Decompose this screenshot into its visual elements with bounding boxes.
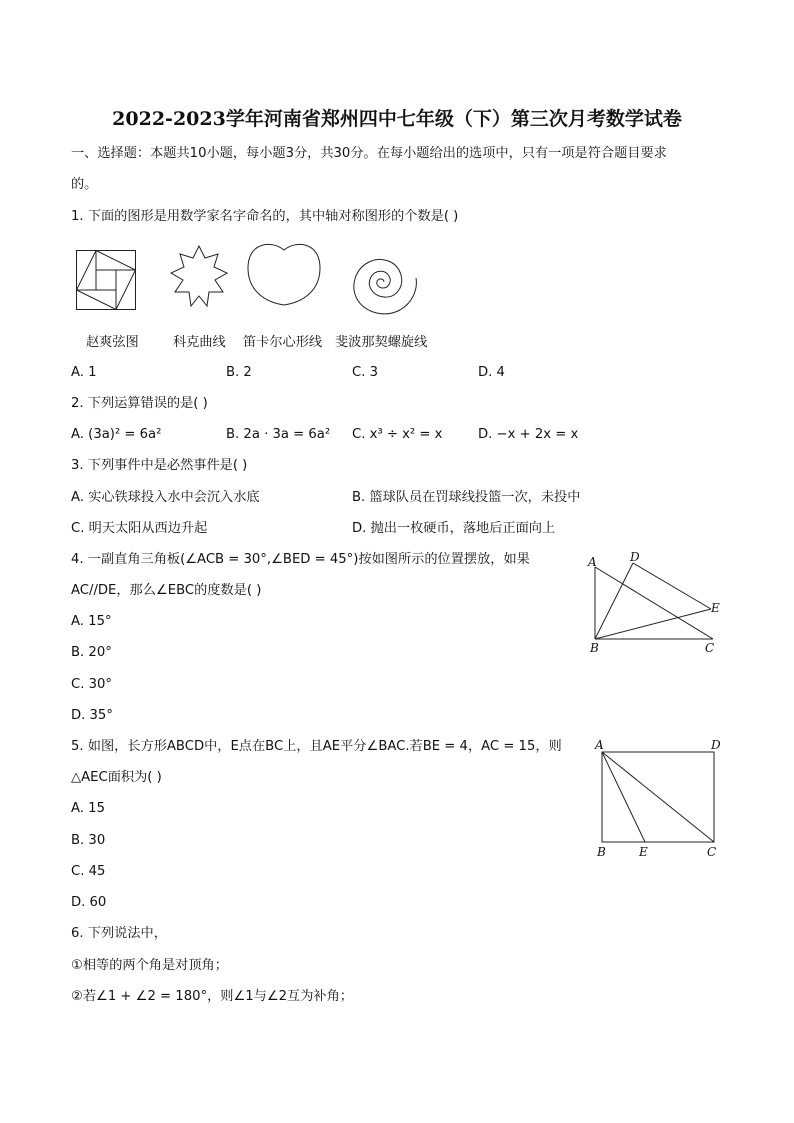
section-header-line2: 的。 xyxy=(71,177,98,192)
q1-option-d: D. 4 xyxy=(478,365,505,380)
q1-caption-fibonacci: 斐波那契螺旋线 xyxy=(335,335,428,350)
q1-stem: 1. 下面的图形是用数学家名字命名的，其中轴对称图形的个数是( ) xyxy=(71,209,459,224)
q5-label-e: E xyxy=(639,845,648,859)
q4-label-e: E xyxy=(711,601,720,615)
q5-label-a: A xyxy=(595,738,604,752)
cardioid-figure xyxy=(244,238,324,310)
q2-option-d: D. −x + 2x = x xyxy=(478,427,579,442)
q5-option-d: D. 60 xyxy=(71,895,107,910)
q2-stem: 2. 下列运算错误的是( ) xyxy=(71,396,208,411)
q5-label-d: D xyxy=(711,738,721,752)
q5-stem-line1: 5. 如图，长方形ABCD中，E点在BC上，且AE平分∠BAC.若BE = 4，AC = 15，则 xyxy=(71,739,562,754)
q4-label-d: D xyxy=(630,550,640,564)
q5-option-b: B. 30 xyxy=(71,833,106,848)
q2-option-b: B. 2a · 3a = 6a² xyxy=(226,427,331,442)
fibonacci-spiral-figure xyxy=(342,242,422,322)
q1-caption-koch: 科克曲线 xyxy=(173,335,226,350)
q6-item-2: ②若∠1 + ∠2 = 180°，则∠1与∠2互为补角； xyxy=(71,989,353,1004)
q5-option-a: A. 15 xyxy=(71,801,105,816)
q5-rectangle-figure xyxy=(593,739,733,859)
q1-caption-zhao-shuang: 赵爽弦图 xyxy=(86,335,139,350)
q4-option-a: A. 15° xyxy=(71,614,112,629)
q4-label-a: A xyxy=(588,555,597,569)
q5-label-b: B xyxy=(597,845,606,859)
q3-option-d: D. 抛出一枚硬币，落地后正面向上 xyxy=(352,521,556,536)
q4-option-c: C. 30° xyxy=(71,677,112,692)
q1-option-c: C. 3 xyxy=(352,365,378,380)
q4-stem-line1: 4. 一副直角三角板(∠ACB = 30°,∠BED = 45°)按如图所示的位置摆放，如果 xyxy=(71,552,530,567)
q6-stem: 6. 下列说法中， xyxy=(71,926,167,941)
q1-option-a: A. 1 xyxy=(71,365,97,380)
q4-stem-line2: AC//DE，那么∠EBC的度数是( ) xyxy=(71,583,262,598)
q3-option-b: B. 篮球队员在罚球线投篮一次，未投中 xyxy=(352,490,581,505)
q4-option-b: B. 20° xyxy=(71,645,112,660)
q3-option-c: C. 明天太阳从西边升起 xyxy=(71,521,208,536)
q5-label-c: C xyxy=(707,845,717,859)
q3-option-a: A. 实心铁球投入水中会沉入水底 xyxy=(71,490,260,505)
page-title: 2022-2023学年河南省郑州四中七年级（下）第三次月考数学试卷 xyxy=(112,108,682,130)
q4-label-c: C xyxy=(705,641,715,655)
q1-option-b: B. 2 xyxy=(226,365,252,380)
q4-option-d: D. 35° xyxy=(71,708,113,723)
q4-label-b: B xyxy=(590,641,599,655)
q3-stem: 3. 下列事件中是必然事件是( ) xyxy=(71,458,248,473)
q6-item-1: ①相等的两个角是对顶角； xyxy=(71,958,228,973)
q2-option-c: C. x³ ÷ x² = x xyxy=(352,427,443,442)
q1-caption-cardioid: 笛卡尔心形线 xyxy=(243,335,323,350)
q5-stem-line2: △AEC面积为( ) xyxy=(71,770,162,785)
zhao-shuang-diagram-figure xyxy=(76,250,136,310)
koch-curve-figure xyxy=(163,242,235,314)
q2-option-a: A. (3a)² = 6a² xyxy=(71,427,162,442)
section-header-line1: 一、选择题：本题共10小题，每小题3分，共30分。在每小题给出的选项中，只有一项是符合题目要求 xyxy=(71,146,667,161)
q4-triangle-figure xyxy=(585,550,725,655)
q5-option-c: C. 45 xyxy=(71,864,106,879)
